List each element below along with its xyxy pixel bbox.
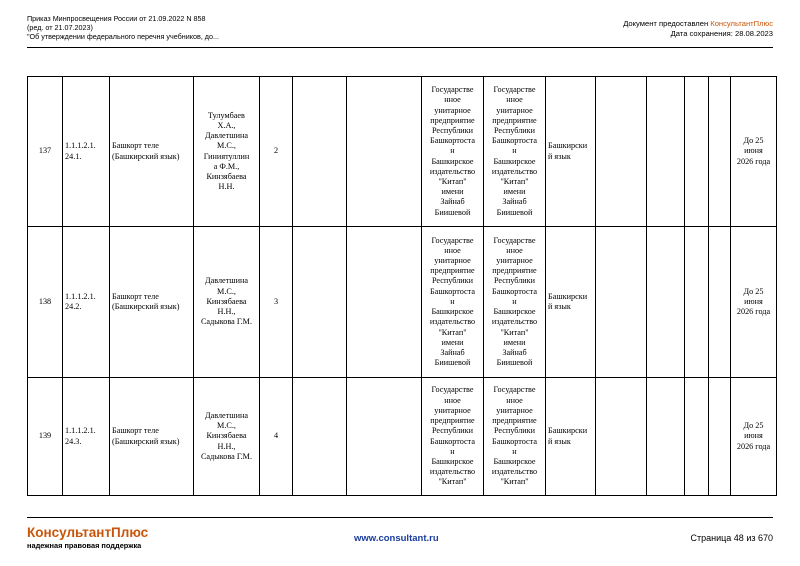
row-empty-cell [596,378,647,496]
row-title: Башкорт теле (Башкирский язык) [110,77,194,227]
row-title: Башкорт теле (Башкирский язык) [110,378,194,496]
row-code: 1.1.1.2.1. 24.3. [63,378,110,496]
provided-by [623,19,773,29]
page-counter: Страница 48 из 670 [690,533,773,543]
row-empty-cell [596,227,647,378]
row-authors: Давлетшина М.С., Кинзябаева Н.Н., Садыкова Г.М. [194,227,260,378]
footer-url-link[interactable]: www.consultant.ru [354,533,439,544]
save-date: Дата сохранения: 28.08.2023 [670,29,773,38]
row-language: Башкирски й язык [546,227,596,378]
row-grade: 2 [260,77,293,227]
provided-by-label: Документ предоставлен [623,19,711,28]
row-language: Башкирски й язык [546,77,596,227]
row-empty-cell [709,378,731,496]
row-authors: Тулумбаев Х.А., Давлетшина М.С., Гиниятуллин а Ф.М., Кинзябаева Н.Н. [194,77,260,227]
row-valid-until: До 25 июня 2026 года [731,378,777,496]
footer-tagline: надежная правовая поддержка [27,541,142,550]
row-empty-cell [709,227,731,378]
table-row [28,227,777,378]
document-header-right [623,19,773,39]
table-row [28,378,777,496]
row-language: Башкирски й язык [546,378,596,496]
row-empty-cell [647,378,685,496]
row-empty-cell [293,77,347,227]
header-line-revision: (ред. от 21.07.2023) [27,23,93,33]
footer-logo [27,525,148,551]
row-empty-cell [347,227,422,378]
row-empty-cell [347,378,422,496]
row-publisher-2: Государстве нное унитарное предприятие Республики Башкортоста н Башкирское издательство "Китап" имени Зайнаб Биишевой [484,227,546,378]
header-brand-link[interactable]: КонсультантПлюс [710,19,773,28]
row-authors: Давлетшина М.С., Кинзябаева Н.Н., Садыкова Г.М. [194,378,260,496]
row-empty-cell [685,77,709,227]
row-publisher-2: Государстве нное унитарное предприятие Республики Башкортоста н Башкирское издательство "Китап" [484,378,546,496]
row-number: 138 [28,227,63,378]
header-divider [27,47,773,48]
row-publisher: Государстве нное унитарное предприятие Республики Башкортоста н Башкирское издательство "Китап" [422,378,484,496]
document-header-left [27,14,219,42]
row-empty-cell [685,378,709,496]
row-valid-until: До 25 июня 2026 года [731,227,777,378]
row-grade: 4 [260,378,293,496]
footer-divider [27,517,773,518]
row-empty-cell [709,77,731,227]
row-empty-cell [293,378,347,496]
row-title: Башкорт теле (Башкирский язык) [110,227,194,378]
row-publisher: Государстве нное унитарное предприятие Республики Башкортоста н Башкирское издательство "Китап" имени Зайнаб Биишевой [422,227,484,378]
row-empty-cell [596,77,647,227]
row-valid-until: До 25 июня 2026 года [731,77,777,227]
row-empty-cell [647,77,685,227]
row-empty-cell [347,77,422,227]
row-code: 1.1.1.2.1. 24.2. [63,227,110,378]
row-empty-cell [293,227,347,378]
row-empty-cell [685,227,709,378]
row-number: 139 [28,378,63,496]
row-publisher: Государстве нное унитарное предприятие Республики Башкортоста н Башкирское издательство "Китап" имени Зайнаб Биишевой [422,77,484,227]
row-empty-cell [647,227,685,378]
row-number: 137 [28,77,63,227]
row-publisher-2: Государстве нное унитарное предприятие Республики Башкортоста н Башкирское издательство "Китап" имени Зайнаб Биишевой [484,77,546,227]
table-row [28,77,777,227]
row-grade: 3 [260,227,293,378]
textbook-list-table [27,76,777,496]
row-code: 1.1.1.2.1. 24.1. [63,77,110,227]
footer-brand: КонсультантПлюс [27,525,149,540]
header-line-order: Приказ Минпросвещения России от 21.09.2022 N 858 [27,14,206,23]
header-line-title: "Об утверждении федерального перечня учебников, до... [27,32,219,42]
